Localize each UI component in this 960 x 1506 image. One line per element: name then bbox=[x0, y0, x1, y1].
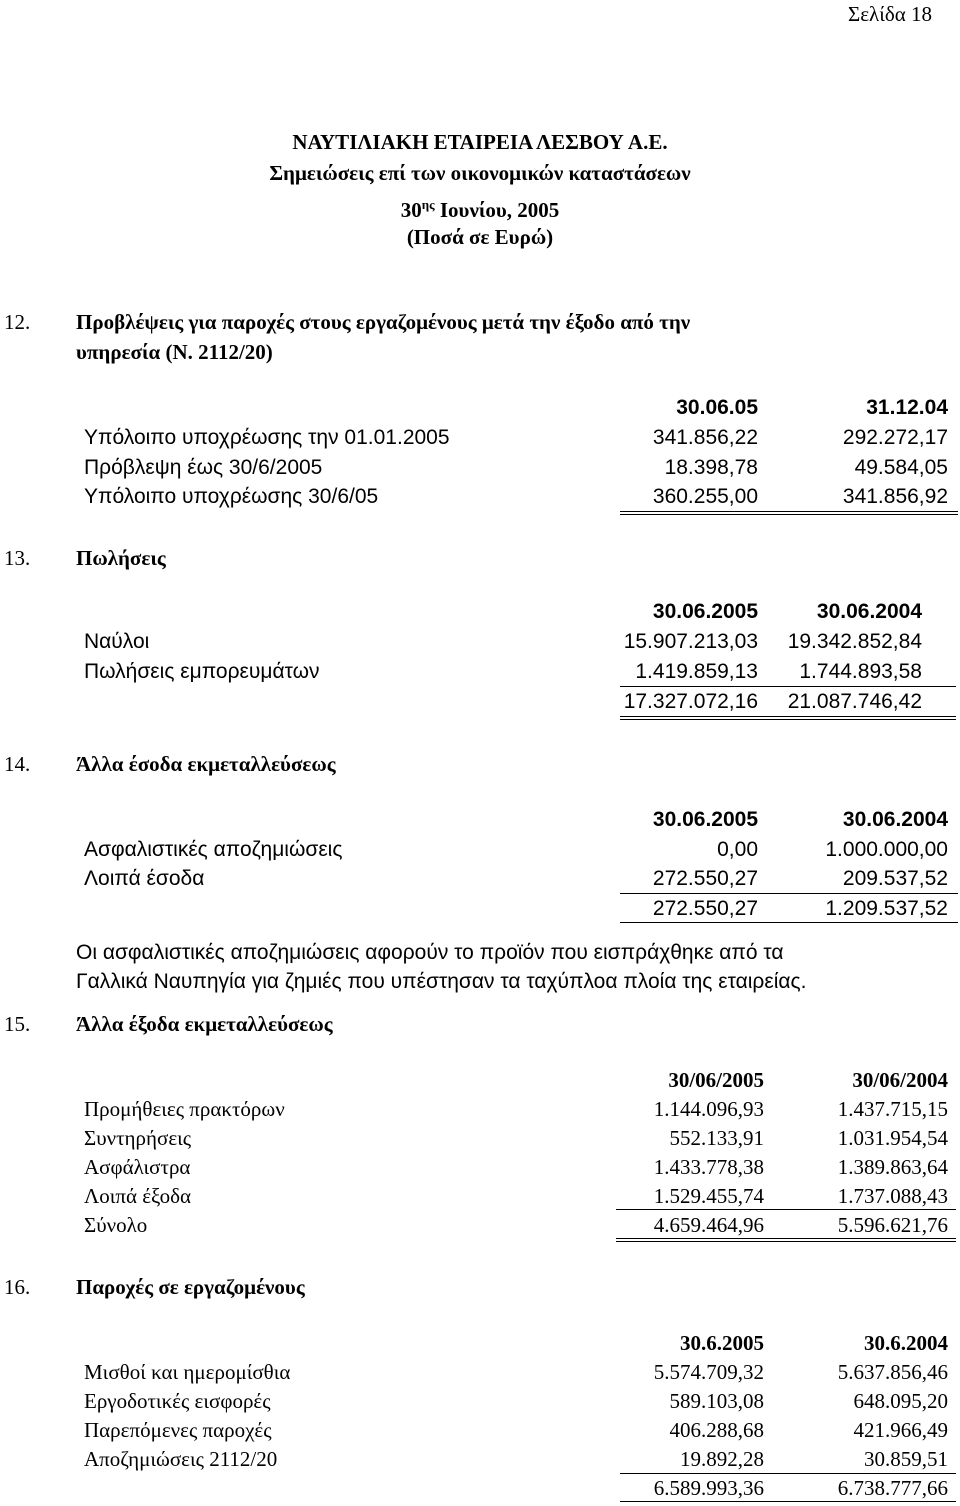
note16-title: Παροχές σε εργαζομένους bbox=[76, 1275, 305, 1299]
note14-col2-header: 30.06.2004 bbox=[842, 808, 948, 831]
note13-number: 13. bbox=[4, 546, 31, 570]
note14-row-value-2005: 272.550,27 bbox=[652, 867, 758, 890]
note12-row-value-2004: 341.856,92 bbox=[842, 485, 948, 508]
note13-title: Πωλήσεις bbox=[76, 546, 166, 570]
note16-row-value-2004: 648.095,20 bbox=[853, 1389, 948, 1413]
note12-row-value-2004: 49.584,05 bbox=[854, 456, 948, 479]
divider bbox=[616, 1241, 956, 1242]
note16-row-label: Παρεπόμενες παροχές bbox=[84, 1418, 272, 1442]
note13-row-value-2005: 1.419.859,13 bbox=[635, 660, 758, 683]
note16-total-2004: 6.738.777,66 bbox=[837, 1476, 948, 1500]
note14-col1-header: 30.06.2005 bbox=[652, 808, 758, 831]
note16-col2-header: 30.6.2004 bbox=[864, 1331, 948, 1355]
note15-row-value-2004: 1.437.715,15 bbox=[837, 1097, 948, 1121]
note14-row-label: Λοιπά έσοδα bbox=[84, 867, 205, 890]
note16-row-value-2005: 406.288,68 bbox=[669, 1418, 764, 1442]
date-day: 30 bbox=[400, 198, 422, 222]
note16-row-label: Μισθοί και ημερομίσθια bbox=[84, 1360, 291, 1384]
note13-total-2005: 17.327.072,16 bbox=[623, 690, 758, 713]
note12-row-value-2005: 18.398,78 bbox=[664, 456, 758, 479]
note13-row-value-2005: 15.907.213,03 bbox=[623, 630, 758, 653]
divider bbox=[620, 893, 958, 894]
note13-row-label: Πωλήσεις εμπορευμάτων bbox=[84, 660, 320, 683]
note12-row-label: Υπόλοιπο υποχρέωσης την 01.01.2005 bbox=[84, 426, 450, 449]
note15-row-value-2005: 1.144.096,93 bbox=[653, 1097, 764, 1121]
document-subtitle: Σημειώσεις επί των οικονομικών καταστάσεων bbox=[269, 161, 691, 185]
note15-row-value-2004: 1.031.954,54 bbox=[837, 1126, 948, 1150]
note15-number: 15. bbox=[4, 1012, 31, 1036]
note12-row-value-2004: 292.272,17 bbox=[842, 426, 948, 449]
note14-row-value-2004: 209.537,52 bbox=[842, 867, 948, 890]
company-name: ΝΑΥΤΙΛΙΑΚΗ ΕΤΑΙΡΕΙΑ ΛΕΣΒΟΥ Α.Ε. bbox=[292, 130, 668, 154]
note15-total-2005: 4.659.464,96 bbox=[653, 1213, 764, 1237]
note15-title: Άλλα έξοδα εκμεταλλεύσεως bbox=[76, 1012, 333, 1036]
note16-row-label: Εργοδοτικές εισφορές bbox=[84, 1389, 271, 1413]
note15-row-value-2005: 552.133,91 bbox=[669, 1126, 764, 1150]
note15-total-2004: 5.596.621,76 bbox=[837, 1213, 948, 1237]
note13-col2-header: 30.06.2004 bbox=[816, 600, 922, 623]
note16-number: 16. bbox=[4, 1275, 31, 1299]
note13-col1-header: 30.06.2005 bbox=[652, 600, 758, 623]
divider bbox=[620, 716, 956, 717]
note14-title: Άλλα έσοδα εκμεταλλεύσεως bbox=[76, 752, 336, 776]
divider bbox=[616, 1238, 956, 1239]
note15-row-label: Λοιπά έξοδα bbox=[84, 1184, 192, 1208]
note15-row-value-2004: 1.737.088,43 bbox=[837, 1184, 948, 1208]
note12-row-label: Πρόβλεψη έως 30/6/2005 bbox=[84, 456, 323, 479]
note15-row-value-2004: 1.389.863,64 bbox=[837, 1155, 948, 1179]
note14-paragraph-line1: Οι ασφαλιστικές αποζημιώσεις αφορούν το προϊόν που εισπράχθηκε από τα bbox=[76, 941, 784, 964]
note16-row-value-2004: 421.966,49 bbox=[853, 1418, 948, 1442]
currency-note: (Ποσά σε Ευρώ) bbox=[406, 225, 554, 249]
note15-row-label: Ασφάλιστρα bbox=[84, 1155, 191, 1179]
note16-row-value-2005: 5.574.709,32 bbox=[653, 1360, 764, 1384]
note15-total-label: Σύνολο bbox=[84, 1213, 148, 1237]
note14-number: 14. bbox=[4, 752, 31, 776]
divider bbox=[620, 922, 958, 923]
note13-row-value-2004: 1.744.893,58 bbox=[799, 660, 922, 683]
page-number: Σελίδα 18 bbox=[847, 2, 932, 26]
note14-total-2005: 272.550,27 bbox=[652, 897, 758, 920]
note16-row-value-2005: 589.103,08 bbox=[669, 1389, 764, 1413]
divider bbox=[620, 511, 958, 512]
note12-col2-header: 31.12.04 bbox=[866, 396, 948, 419]
note16-row-value-2005: 19.892,28 bbox=[680, 1447, 764, 1471]
note13-row-label: Ναύλοι bbox=[84, 630, 150, 653]
note12-row-label: Υπόλοιπο υποχρέωσης 30/6/05 bbox=[84, 485, 379, 508]
note16-row-value-2004: 5.637.856,46 bbox=[837, 1360, 948, 1384]
date-ordinal: ης bbox=[421, 197, 435, 212]
divider bbox=[620, 1473, 956, 1474]
note16-col1-header: 30.6.2005 bbox=[680, 1331, 764, 1355]
note15-row-label: Προμήθειες πρακτόρων bbox=[84, 1097, 285, 1121]
note14-row-label: Ασφαλιστικές αποζημιώσεις bbox=[84, 838, 343, 861]
note13-row-value-2004: 19.342.852,84 bbox=[787, 630, 922, 653]
note12-row-value-2005: 360.255,00 bbox=[652, 485, 758, 508]
note12-title-line1: Προβλέψεις για παροχές στους εργαζομένους μετά την έξοδο από την bbox=[76, 310, 691, 334]
note15-col2-header: 30/06/2004 bbox=[852, 1068, 948, 1092]
note16-total-2005: 6.589.993,36 bbox=[653, 1476, 764, 1500]
date-rest: Ιουνίου, 2005 bbox=[434, 198, 560, 222]
note12-title-line2: υπηρεσία (Ν. 2112/20) bbox=[76, 340, 273, 364]
note15-row-value-2005: 1.433.778,38 bbox=[653, 1155, 764, 1179]
note14-row-value-2004: 1.000.000,00 bbox=[825, 838, 948, 861]
divider bbox=[616, 1209, 956, 1210]
note15-col1-header: 30/06/2005 bbox=[668, 1068, 764, 1092]
report-date bbox=[0, 193, 960, 222]
divider bbox=[620, 514, 958, 515]
note16-row-value-2004: 30.859,51 bbox=[864, 1447, 948, 1471]
note12-row-value-2005: 341.856,22 bbox=[652, 426, 758, 449]
divider bbox=[620, 1501, 956, 1502]
note15-row-value-2005: 1.529.455,74 bbox=[653, 1184, 764, 1208]
note12-number: 12. bbox=[4, 310, 31, 334]
note15-row-label: Συντηρήσεις bbox=[84, 1126, 192, 1150]
divider bbox=[620, 686, 956, 687]
note14-row-value-2005: 0,00 bbox=[717, 838, 758, 861]
note16-row-label: Αποζημιώσεις 2112/20 bbox=[84, 1447, 278, 1471]
note14-paragraph-line2: Γαλλικά Ναυπηγία για ζημιές που υπέστησαν τα ταχύπλοα πλοία της εταιρείας. bbox=[76, 970, 807, 993]
note14-total-2004: 1.209.537,52 bbox=[825, 897, 948, 920]
note12-col1-header: 30.06.05 bbox=[676, 396, 758, 419]
divider bbox=[620, 719, 956, 720]
note13-total-2004: 21.087.746,42 bbox=[787, 690, 922, 713]
